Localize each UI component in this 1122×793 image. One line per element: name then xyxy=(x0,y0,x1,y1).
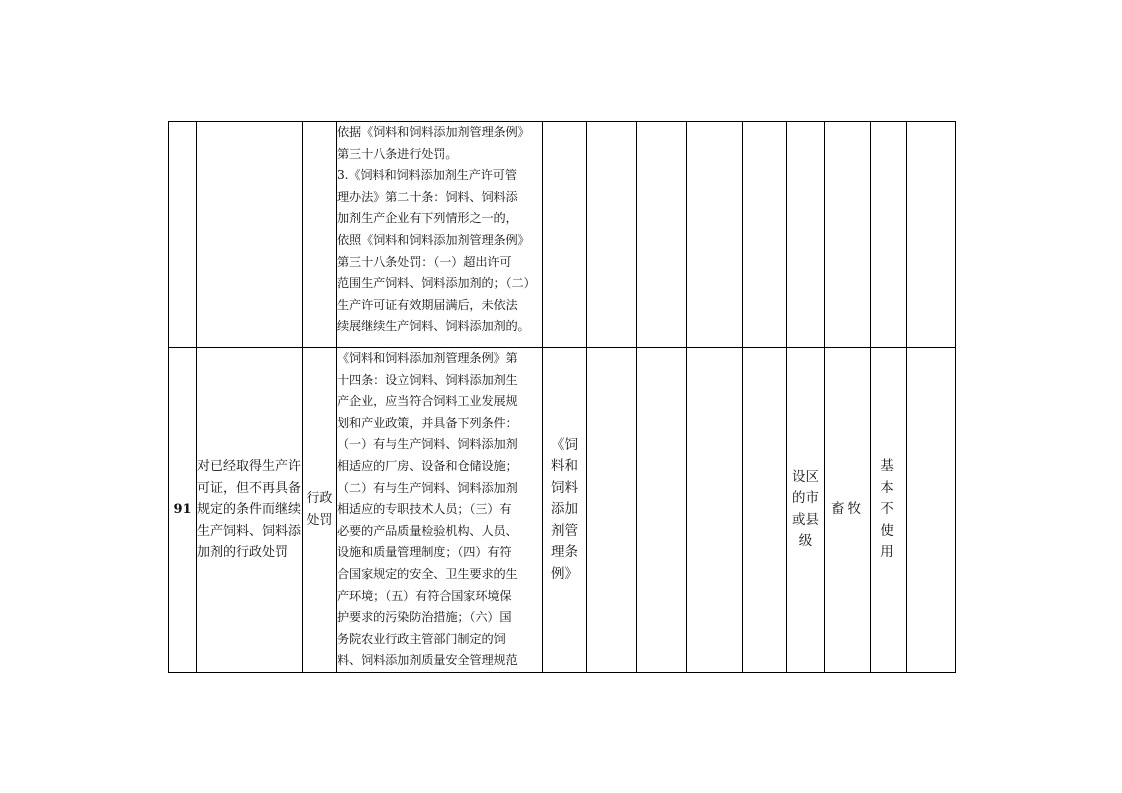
category-cell xyxy=(303,122,337,348)
usage-cell: 基本不使用 xyxy=(871,348,907,673)
item-name-cell: 对已经取得生产许可证，但不再具备规定的条件而继续生产饲料、饲料添加剂的行政处罚 xyxy=(197,348,303,673)
empty-cell xyxy=(743,122,787,348)
level-cell xyxy=(787,122,825,348)
document-table xyxy=(168,121,956,673)
empty-cell xyxy=(587,348,637,673)
department-cell xyxy=(825,122,871,348)
empty-cell xyxy=(637,122,687,348)
basis-line: 续展继续生产饲料、饲料添加剂的。 xyxy=(337,319,530,334)
basis-line: 生产许可证有效期届满后，未依法 xyxy=(337,297,518,312)
basis-line: 第三十八条处罚：（一）超出许可 xyxy=(337,254,512,269)
basis-line: 设施和质量管理制度；（四）有符 xyxy=(337,545,512,560)
legal-basis-cell xyxy=(337,348,543,673)
basis-line: 十四条：设立饲料、饲料添加剂生 xyxy=(337,372,518,387)
empty-cell xyxy=(687,122,743,348)
table-row xyxy=(169,348,956,673)
basis-line: 范围生产饲料、饲料添加剂的；（二） xyxy=(337,276,536,291)
basis-line: 划和产业政策，并具备下列条件： xyxy=(337,415,518,430)
basis-line: 产企业，应当符合饲料工业发展规 xyxy=(337,394,518,409)
table-row xyxy=(169,122,956,348)
basis-line: 合国家规定的安全、卫生要求的生 xyxy=(337,566,518,581)
item-name-cell xyxy=(197,122,303,348)
category-cell: 行政处罚 xyxy=(303,348,337,673)
basis-line: 必要的产品质量检验机构、人员、 xyxy=(337,523,518,538)
remarks-cell xyxy=(907,122,956,348)
empty-cell xyxy=(637,348,687,673)
item-number-cell: 91 xyxy=(169,348,197,673)
basis-line: 《饲料和饲料添加剂管理条例》第 xyxy=(337,351,518,365)
basis-line: 第三十八条进行处罚。 xyxy=(337,146,458,161)
basis-line: 依据《饲料和饲料添加剂管理条例》 xyxy=(337,125,530,139)
basis-line: 产环境；（五）有符合国家环境保 xyxy=(337,588,512,603)
empty-cell xyxy=(743,348,787,673)
empty-cell xyxy=(687,348,743,673)
basis-line: 相适应的厂房、设备和仓储设施； xyxy=(337,458,518,473)
regulation-cell: 《饲料和饲料添加剂管理条例》 xyxy=(543,348,587,673)
basis-line: 理办法》第二十条：饲料、饲料添 xyxy=(337,189,518,204)
basis-line: （一）有与生产饲料、饲料添加剂 xyxy=(337,437,518,452)
basis-line: （二）有与生产饲料、饲料添加剂 xyxy=(337,480,518,495)
basis-line: 3.《饲料和饲料添加剂生产许可管 xyxy=(337,168,517,183)
basis-line: 料、饲料添加剂质量安全管理规范 xyxy=(337,653,518,668)
department-cell: 畜牧 xyxy=(825,348,871,673)
empty-cell xyxy=(587,122,637,348)
basis-line: 护要求的污染防治措施；（六）国 xyxy=(337,610,512,625)
remarks-cell xyxy=(907,348,956,673)
basis-line: 务院农业行政主管部门制定的饲 xyxy=(337,631,506,646)
basis-line: 依照《饲料和饲料添加剂管理条例》 xyxy=(337,232,530,247)
item-number-cell xyxy=(169,122,197,348)
basis-line: 加剂生产企业有下列情形之一的， xyxy=(337,211,518,226)
regulation-cell xyxy=(543,122,587,348)
usage-cell xyxy=(871,122,907,348)
level-cell: 设区的市或县级 xyxy=(787,348,825,673)
legal-basis-cell xyxy=(337,122,543,348)
basis-line: 相适应的专职技术人员；（三）有 xyxy=(337,502,512,517)
